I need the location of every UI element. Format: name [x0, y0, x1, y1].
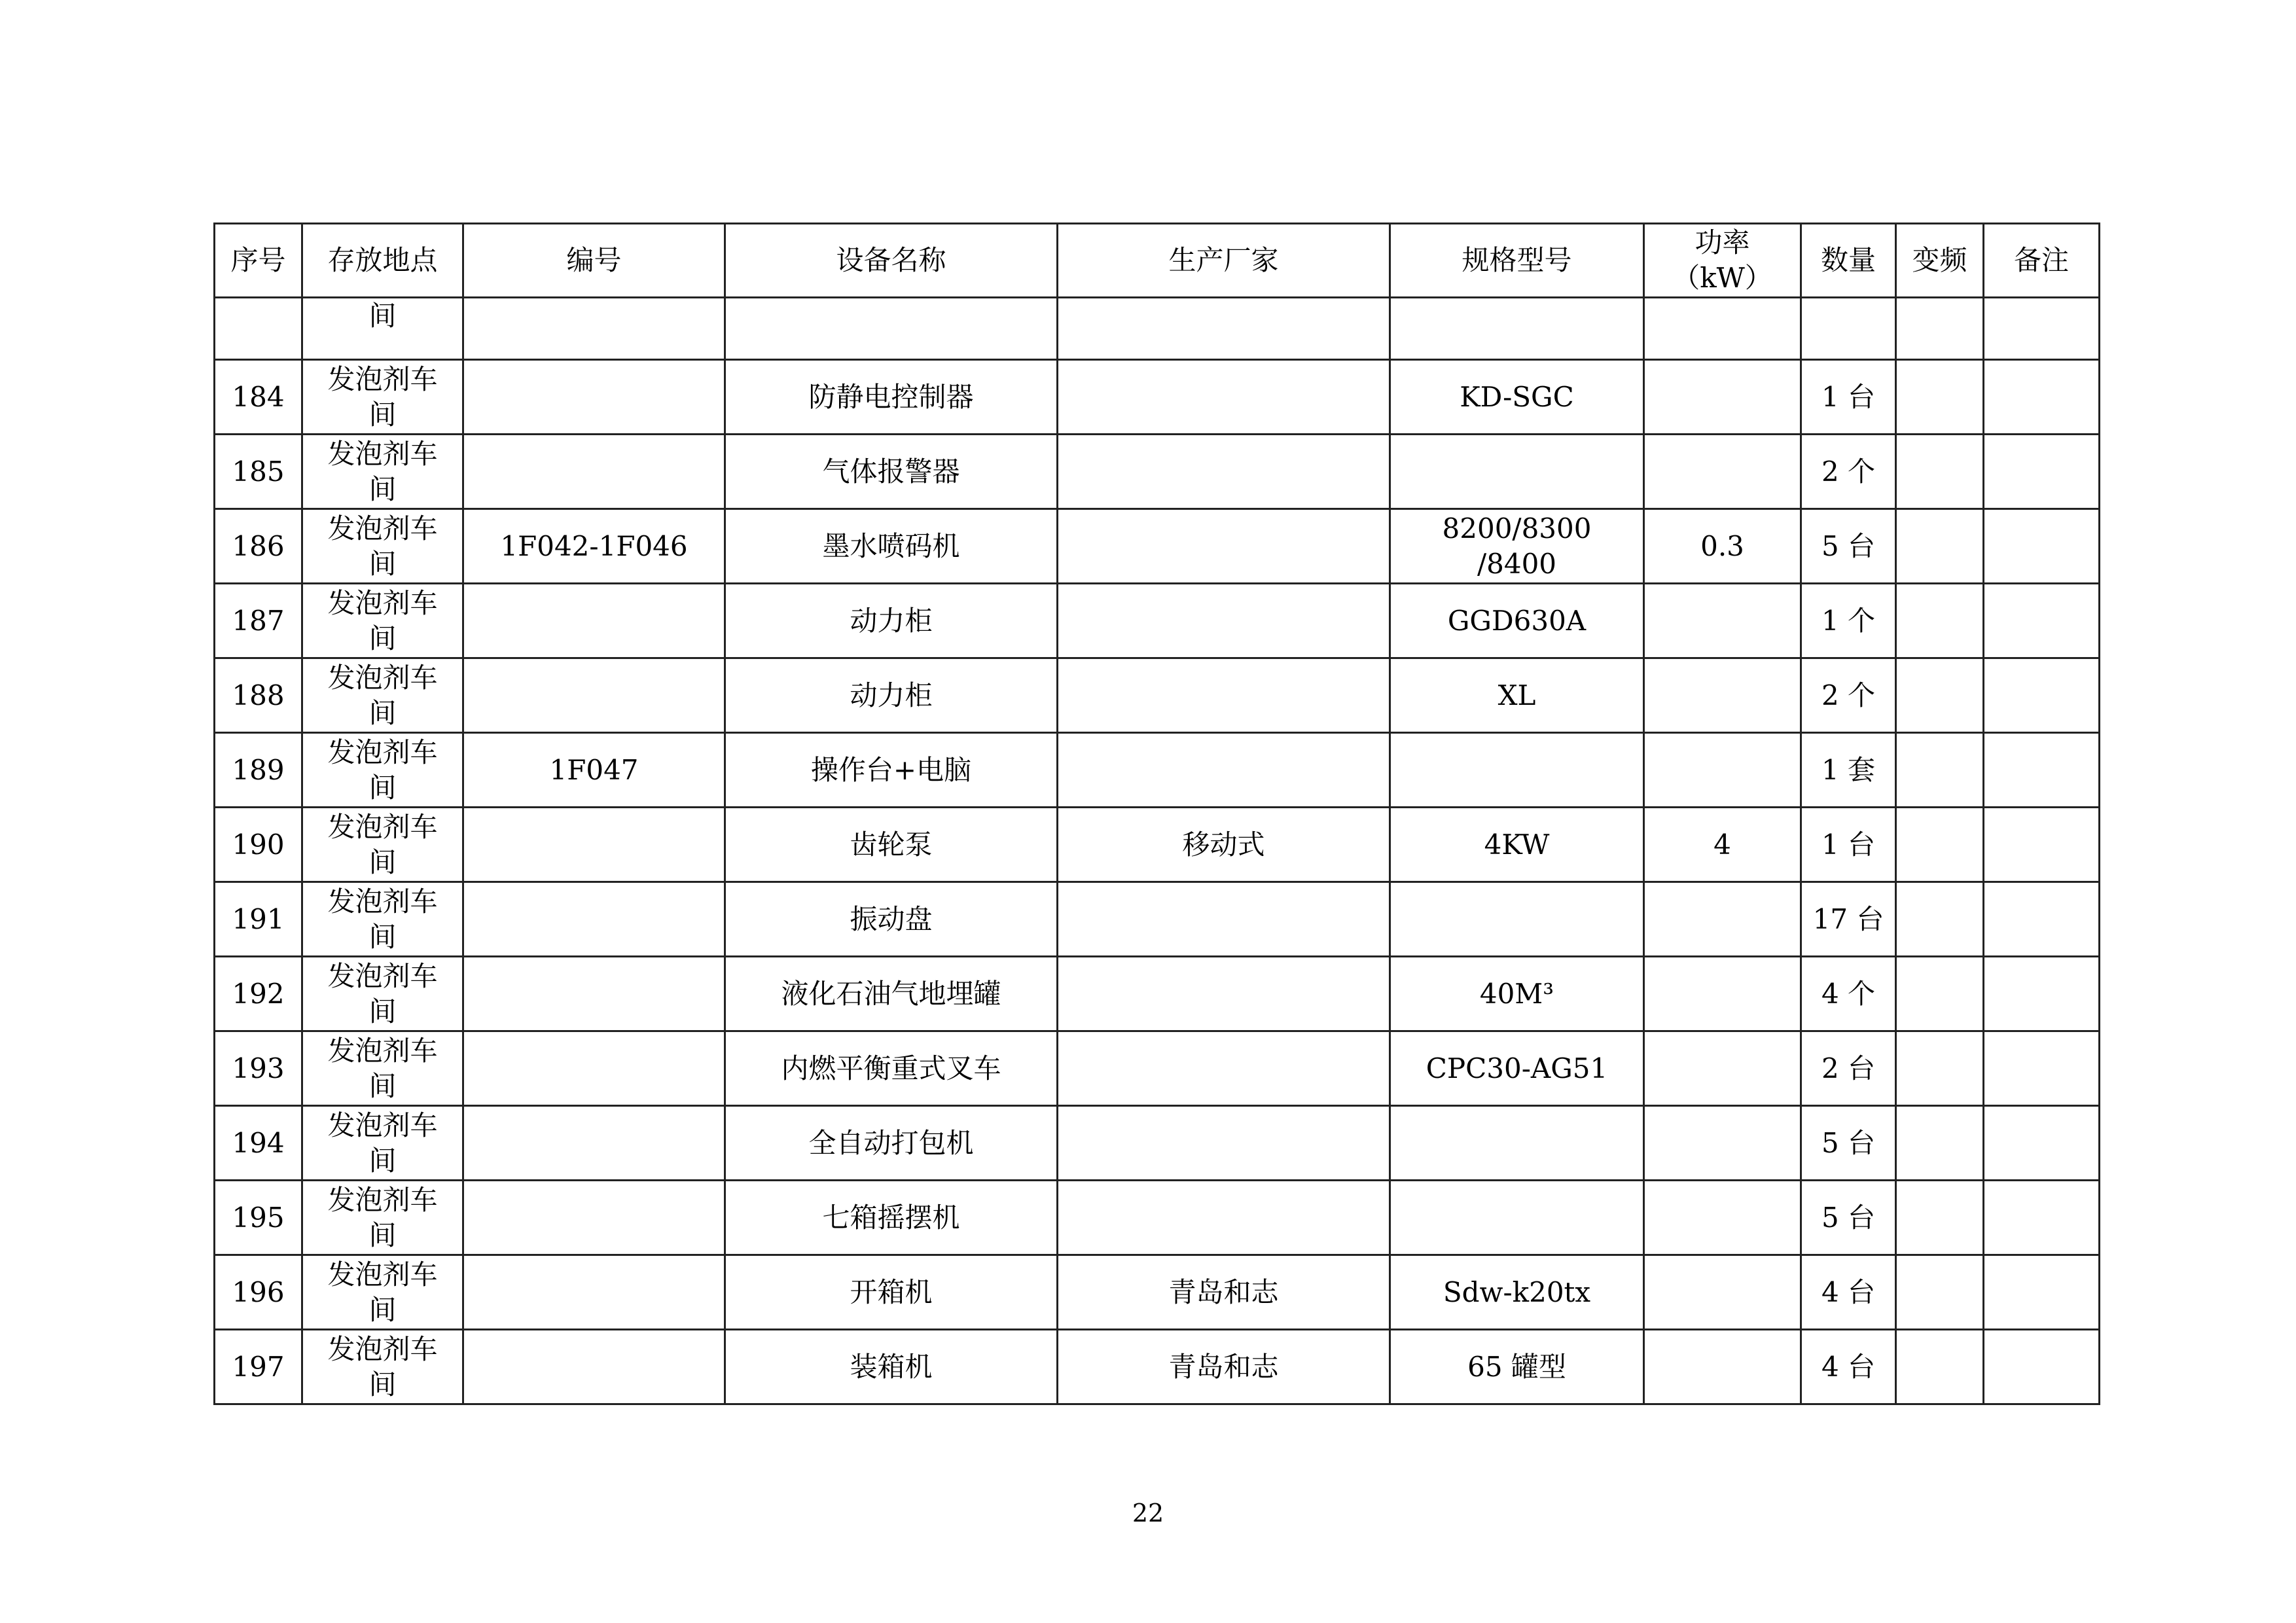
- table-cell-code: [463, 435, 725, 509]
- table-cell-model: 40M³: [1390, 957, 1644, 1031]
- table-cell-power: [1644, 1181, 1801, 1255]
- table-cell-model: XL: [1390, 658, 1644, 733]
- table-cell-equipment-name: 开箱机: [725, 1255, 1058, 1330]
- table-cell-equipment-name: 内燃平衡重式叉车: [725, 1031, 1058, 1106]
- header-cell-index: 序号: [215, 224, 302, 298]
- table-row: [215, 808, 2100, 882]
- page-number: 22: [1132, 1499, 1164, 1527]
- table-cell-index: 196: [215, 1255, 302, 1330]
- table-cell-remarks: [1984, 435, 2100, 509]
- table-cell-model: 4KW: [1390, 808, 1644, 882]
- table-cell-frequency-conversion: [1896, 882, 1984, 957]
- table-cell-location: 发泡剂车 间: [302, 1255, 463, 1330]
- table-cell-quantity: 1 套: [1801, 733, 1896, 808]
- table-cell-code: 1F042-1F046: [463, 509, 725, 584]
- table-cell-frequency-conversion: [1896, 1031, 1984, 1106]
- table-cell-code: [463, 1330, 725, 1404]
- table-cell-equipment-name: 气体报警器: [725, 435, 1058, 509]
- table-row: [215, 658, 2100, 733]
- header-cell-frequency-conversion: 变频: [1896, 224, 1984, 298]
- table-cell-frequency-conversion: [1896, 584, 1984, 658]
- table-cell-power: [1644, 1255, 1801, 1330]
- table-cell-quantity: 4 个: [1801, 957, 1896, 1031]
- table-cell-equipment-name: 七箱摇摆机: [725, 1181, 1058, 1255]
- table-row-continuation: [215, 298, 2100, 360]
- table-cell-model: Sdw-k20tx: [1390, 1255, 1644, 1330]
- table-cell-power: [1644, 435, 1801, 509]
- table-cell-remarks: [1984, 1255, 2100, 1330]
- header-cell-manufacturer: 生产厂家: [1058, 224, 1390, 298]
- table-row: [215, 733, 2100, 808]
- table-cell-manufacturer: [1058, 1181, 1390, 1255]
- table-cell-power: [1644, 882, 1801, 957]
- table-cell-power: [1644, 1330, 1801, 1404]
- table-cell-remarks: [1984, 808, 2100, 882]
- table-cell-model: [1390, 1106, 1644, 1181]
- table-cell: [1644, 298, 1801, 360]
- table-cell-location: 发泡剂车 间: [302, 435, 463, 509]
- table-cell-model: KD-SGC: [1390, 360, 1644, 435]
- header-cell-model: 规格型号: [1390, 224, 1644, 298]
- table-row: [215, 882, 2100, 957]
- table-cell-remarks: [1984, 1181, 2100, 1255]
- table-cell: [1984, 298, 2100, 360]
- table-cell-index: 185: [215, 435, 302, 509]
- table-cell-code: [463, 1031, 725, 1106]
- table-cell-manufacturer: [1058, 733, 1390, 808]
- table-cell-manufacturer: [1058, 360, 1390, 435]
- table-cell-equipment-name: 操作台+电脑: [725, 733, 1058, 808]
- table-cell-remarks: [1984, 658, 2100, 733]
- table-cell-quantity: 4 台: [1801, 1330, 1896, 1404]
- table-row: [215, 1181, 2100, 1255]
- table-cell-location: 发泡剂车 间: [302, 509, 463, 584]
- table-body: [215, 298, 2100, 1404]
- table-cell-index: 188: [215, 658, 302, 733]
- table-cell-model: 65 罐型: [1390, 1330, 1644, 1404]
- table-cell-code: [463, 808, 725, 882]
- table-cell-model: [1390, 1181, 1644, 1255]
- table-cell: [1896, 298, 1984, 360]
- table-row: [215, 957, 2100, 1031]
- table-cell-equipment-name: 墨水喷码机: [725, 509, 1058, 584]
- header-cell-remarks: 备注: [1984, 224, 2100, 298]
- table-cell-remarks: [1984, 1330, 2100, 1404]
- header-cell-code: 编号: [463, 224, 725, 298]
- table-cell-index: 191: [215, 882, 302, 957]
- table-cell-power: [1644, 1106, 1801, 1181]
- table-cell-index: 190: [215, 808, 302, 882]
- table-header: [215, 224, 2100, 298]
- table-cell-quantity: 5 台: [1801, 1106, 1896, 1181]
- table-cell-code: [463, 1106, 725, 1181]
- table-cell-index: 195: [215, 1181, 302, 1255]
- table-cell-location: 发泡剂车 间: [302, 882, 463, 957]
- table-cell-index: 187: [215, 584, 302, 658]
- table-cell-frequency-conversion: [1896, 509, 1984, 584]
- table-cell-manufacturer: [1058, 1031, 1390, 1106]
- table-cell-equipment-name: 防静电控制器: [725, 360, 1058, 435]
- table-cell-index: 197: [215, 1330, 302, 1404]
- header-cell-quantity: 数量: [1801, 224, 1896, 298]
- table-cell-index: 194: [215, 1106, 302, 1181]
- table-cell: [725, 298, 1058, 360]
- table-cell-quantity: 1 个: [1801, 584, 1896, 658]
- table-cell-frequency-conversion: [1896, 1181, 1984, 1255]
- table-row: [215, 1330, 2100, 1404]
- header-cell-power: 功率 （kW）: [1644, 224, 1801, 298]
- table-cell-index: 184: [215, 360, 302, 435]
- table-cell-code: [463, 1255, 725, 1330]
- table-cell-index: 189: [215, 733, 302, 808]
- table-cell-index: 186: [215, 509, 302, 584]
- table-cell-location: 发泡剂车 间: [302, 1181, 463, 1255]
- table-cell-remarks: [1984, 957, 2100, 1031]
- table-cell-manufacturer: [1058, 584, 1390, 658]
- table-cell-code: [463, 658, 725, 733]
- table-cell-frequency-conversion: [1896, 1255, 1984, 1330]
- table-cell-power: 4: [1644, 808, 1801, 882]
- table-cell-frequency-conversion: [1896, 435, 1984, 509]
- table-cell-manufacturer: [1058, 957, 1390, 1031]
- header-cell-location: 存放地点: [302, 224, 463, 298]
- table-cell-remarks: [1984, 733, 2100, 808]
- table-cell-code: [463, 1181, 725, 1255]
- table-cell-remarks: [1984, 1031, 2100, 1106]
- table-row: [215, 1031, 2100, 1106]
- table-cell-model: CPC30-AG51: [1390, 1031, 1644, 1106]
- table-cell-manufacturer: [1058, 435, 1390, 509]
- table-cell-quantity: 5 台: [1801, 1181, 1896, 1255]
- header-cell-equipment-name: 设备名称: [725, 224, 1058, 298]
- table-cell-quantity: 2 台: [1801, 1031, 1896, 1106]
- table-cell: [1801, 298, 1896, 360]
- table-cell-power: 0.3: [1644, 509, 1801, 584]
- table-cell-manufacturer: 青岛和志: [1058, 1255, 1390, 1330]
- table-cell-location: 发泡剂车 间: [302, 957, 463, 1031]
- table-cell-frequency-conversion: [1896, 360, 1984, 435]
- table-cell-location: 发泡剂车 间: [302, 1106, 463, 1181]
- header-row: [215, 224, 2100, 298]
- table-cell-equipment-name: 装箱机: [725, 1330, 1058, 1404]
- equipment-table: [213, 223, 2100, 1405]
- table-cell-power: [1644, 584, 1801, 658]
- table-cell-location: 发泡剂车 间: [302, 584, 463, 658]
- table-cell-frequency-conversion: [1896, 658, 1984, 733]
- table-cell-index: 192: [215, 957, 302, 1031]
- table-cell-location: 发泡剂车 间: [302, 1031, 463, 1106]
- table-cell-remarks: [1984, 584, 2100, 658]
- table-cell-quantity: 1 台: [1801, 360, 1896, 435]
- table-row: [215, 509, 2100, 584]
- table-cell-power: [1644, 733, 1801, 808]
- table-cell: [1058, 298, 1390, 360]
- table-cell: [215, 298, 302, 360]
- table-cell-code: [463, 882, 725, 957]
- table-cell-model: GGD630A: [1390, 584, 1644, 658]
- table-cell-code: [463, 360, 725, 435]
- table-row: [215, 1106, 2100, 1181]
- table-cell-model: [1390, 435, 1644, 509]
- table-cell-location: 发泡剂车 间: [302, 658, 463, 733]
- table-cell-quantity: 2 个: [1801, 658, 1896, 733]
- table-cell-power: [1644, 658, 1801, 733]
- table-cell-location: 发泡剂车 间: [302, 360, 463, 435]
- table-cell-frequency-conversion: [1896, 808, 1984, 882]
- table-cell-equipment-name: 液化石油气地埋罐: [725, 957, 1058, 1031]
- table-cell-equipment-name: 动力柜: [725, 658, 1058, 733]
- table-cell-manufacturer: [1058, 658, 1390, 733]
- table-cell-manufacturer: 青岛和志: [1058, 1330, 1390, 1404]
- table-cell-power: [1644, 957, 1801, 1031]
- table-cell-equipment-name: 振动盘: [725, 882, 1058, 957]
- table-cell-equipment-name: 全自动打包机: [725, 1106, 1058, 1181]
- table-cell-location: 发泡剂车 间: [302, 733, 463, 808]
- table-row: [215, 360, 2100, 435]
- table-cell-power: [1644, 360, 1801, 435]
- table-row: [215, 1255, 2100, 1330]
- table-cell-quantity: 1 台: [1801, 808, 1896, 882]
- table-cell-manufacturer: [1058, 1106, 1390, 1181]
- table-cell-power: [1644, 1031, 1801, 1106]
- table-row: [215, 435, 2100, 509]
- table-cell-frequency-conversion: [1896, 1330, 1984, 1404]
- table-cell-frequency-conversion: [1896, 1106, 1984, 1181]
- table-cell-frequency-conversion: [1896, 733, 1984, 808]
- table-cell-code: 1F047: [463, 733, 725, 808]
- table-cell-remarks: [1984, 509, 2100, 584]
- table-cell-manufacturer: [1058, 882, 1390, 957]
- table-cell-manufacturer: 移动式: [1058, 808, 1390, 882]
- table-cell-remarks: [1984, 360, 2100, 435]
- table-cell-frequency-conversion: [1896, 957, 1984, 1031]
- table-cell-equipment-name: 动力柜: [725, 584, 1058, 658]
- table-cell-quantity: 4 台: [1801, 1255, 1896, 1330]
- table-cell-remarks: [1984, 1106, 2100, 1181]
- table-cell-model: [1390, 882, 1644, 957]
- table-cell-code: [463, 584, 725, 658]
- table-cell-model: [1390, 733, 1644, 808]
- table-cell-quantity: 2 个: [1801, 435, 1896, 509]
- table-cell-location: 发泡剂车 间: [302, 1330, 463, 1404]
- table-cell: 间: [302, 298, 463, 360]
- table-cell-manufacturer: [1058, 509, 1390, 584]
- table-cell-code: [463, 957, 725, 1031]
- table-cell: [1390, 298, 1644, 360]
- table-cell-index: 193: [215, 1031, 302, 1106]
- table-cell-remarks: [1984, 882, 2100, 957]
- table-row: [215, 584, 2100, 658]
- table-cell-equipment-name: 齿轮泵: [725, 808, 1058, 882]
- table-cell-model: 8200/8300 /8400: [1390, 509, 1644, 584]
- table-cell-quantity: 17 台: [1801, 882, 1896, 957]
- table-cell-location: 发泡剂车 间: [302, 808, 463, 882]
- table-cell: [463, 298, 725, 360]
- table-cell-quantity: 5 台: [1801, 509, 1896, 584]
